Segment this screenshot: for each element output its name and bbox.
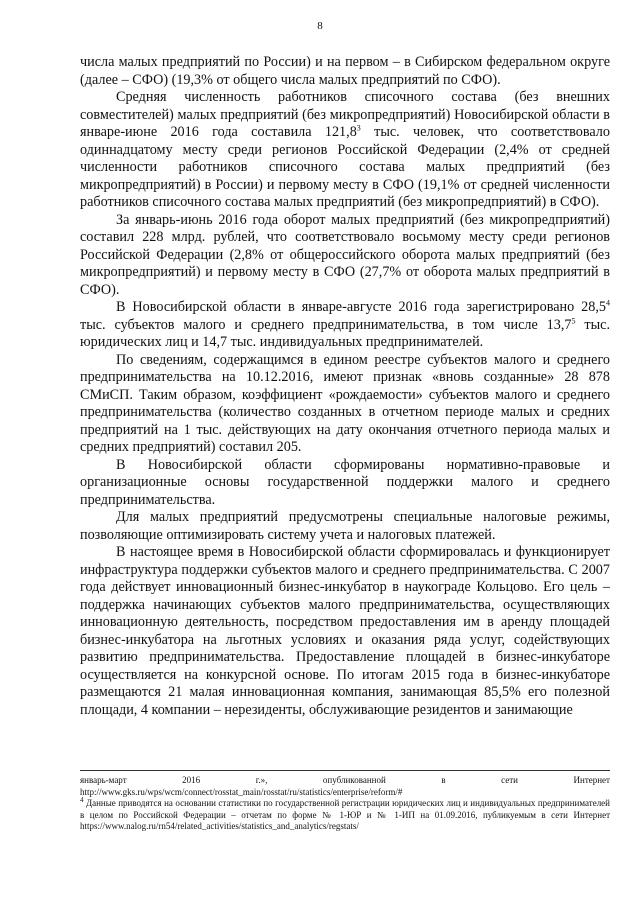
paragraph-text: В Новосибирской области в январе-августе 2016 года зарегистрировано 28,5 <box>116 299 606 315</box>
paragraph-registrations <box>80 299 610 352</box>
paragraph-turnover: За январь-июнь 2016 года оборот малых предприятий (без микропредприятий) составил 228 млрд. рублей, что соответствовало восьмому месту среди регионов Российской Федерации (2,8% от общероссийского оборота малых предприятий (без микропредприятий) и первому месту в СФО (27,7% от оборота малых предприятий в СФО). <box>80 211 610 298</box>
footnote-ref[interactable]: 4 <box>606 298 610 308</box>
paragraph-registry: По сведениям, содержащимся в едином реестре субъектов малого и среднего предпринимательства на 10.12.2016, имеют признак «вновь созданные» 28 878 СМиСП. Таким образом, коэффициент «рождаемости» субъектов малого и среднего предпринимательства (количество созданных в отчетном периоде малых и средних предприятий на 1 тыс. действующих на дату окончания отчетного периода малых и средних предприятий) составил 205. <box>80 351 610 455</box>
footnote-mark: 4 <box>80 796 84 805</box>
footnote-4 <box>80 798 610 833</box>
paragraph-text: Средняя численность работников списочного состава (без внешних совместителей) малых предприятий (без микропредприятий) Новосибирской области в январе-июне 2016 года составила 121,8 <box>80 89 610 140</box>
paragraph-text: тыс. юридических лиц и 14,7 тыс. индивидуальных предпринимателей. <box>80 316 610 350</box>
footnote-text: Данные приводятся на основании статистики по государственной регистрации юридических лиц и индивидуальных предпринимателей в целом по Российской Федерации – отчетам по форме № 1-ЮР и № 1-ИП на 01.09.2016, публикуемым в сети Интернет https://www.nalog.ru/rn54/related_activities/statistics_and_analytics/regstats/ <box>80 798 610 832</box>
footnote-ref[interactable]: 3 <box>356 123 361 133</box>
paragraph-legal-basis: В Новосибирской области сформированы нормативно-правовые и организационные основы государственной поддержки малого и среднего предпринимательства. <box>80 456 610 508</box>
body-text <box>80 54 610 719</box>
footnotes <box>80 775 610 833</box>
page-number: 8 <box>317 20 323 32</box>
paragraph-employee-count <box>80 89 610 212</box>
footnote-continuation: январь-март 2016 г.», опубликованной в сети Интернет http://www.gks.ru/wps/wcm/connect/rosstat_main/rosstat/ru/statistics/enterprise/reform/# <box>80 775 610 797</box>
paragraph-text: тыс. субъектов малого и среднего предпринимательства, в том числе 13,7 <box>80 316 572 333</box>
paragraph-tax-regimes: Для малых предприятий предусмотрены специальные налоговые режимы, позволяющие оптимизировать систему учета и налоговых платежей. <box>80 509 610 543</box>
footnote-ref[interactable]: 5 <box>571 315 576 325</box>
paragraph-continuation: числа малых предприятий по России) и на первом – в Сибирском федеральном округе (далее – СФО) (19,3% от общего числа малых предприятий по СФО). <box>80 54 610 88</box>
paragraph-text: тыс. человек, что соответствовало одиннадцатому месту среди регионов Российской Федерации (2,4% от средней численности работников списочного состава малых предприятий (без микропредприятий) в России) и первому месту в СФО (19,1% от средней численности работников списочного состава малых предприятий (без микропредприятий) в СФО). <box>80 124 610 210</box>
paragraph-infrastructure: В настоящее время в Новосибирской области сформировалась и функционирует инфраструктура поддержки субъектов малого и среднего предпринимательства. С 2007 года действует инновационный бизнес-инкубатор в наукограде Кольцово. Его цель – поддержка начинающих субъектов малого предпринимательства, осуществляющих инновационную деятельность, посредством предоставления им в аренду площадей бизнес-инкубатора на льготных условиях и оказания ряда услуг, содействующих развитию предпринимательства. Предоставление площадей в бизнес-инкубаторе осуществляется на конкурсной основе. По итогам 2015 года в бизнес-инкубаторе размещаются 21 малая инновационная компания, занимающая 85,5% его полезной площади, 4 компании – нерезиденты, обслуживающие резидентов и занимающие <box>80 544 610 718</box>
footnote-divider <box>80 770 610 771</box>
